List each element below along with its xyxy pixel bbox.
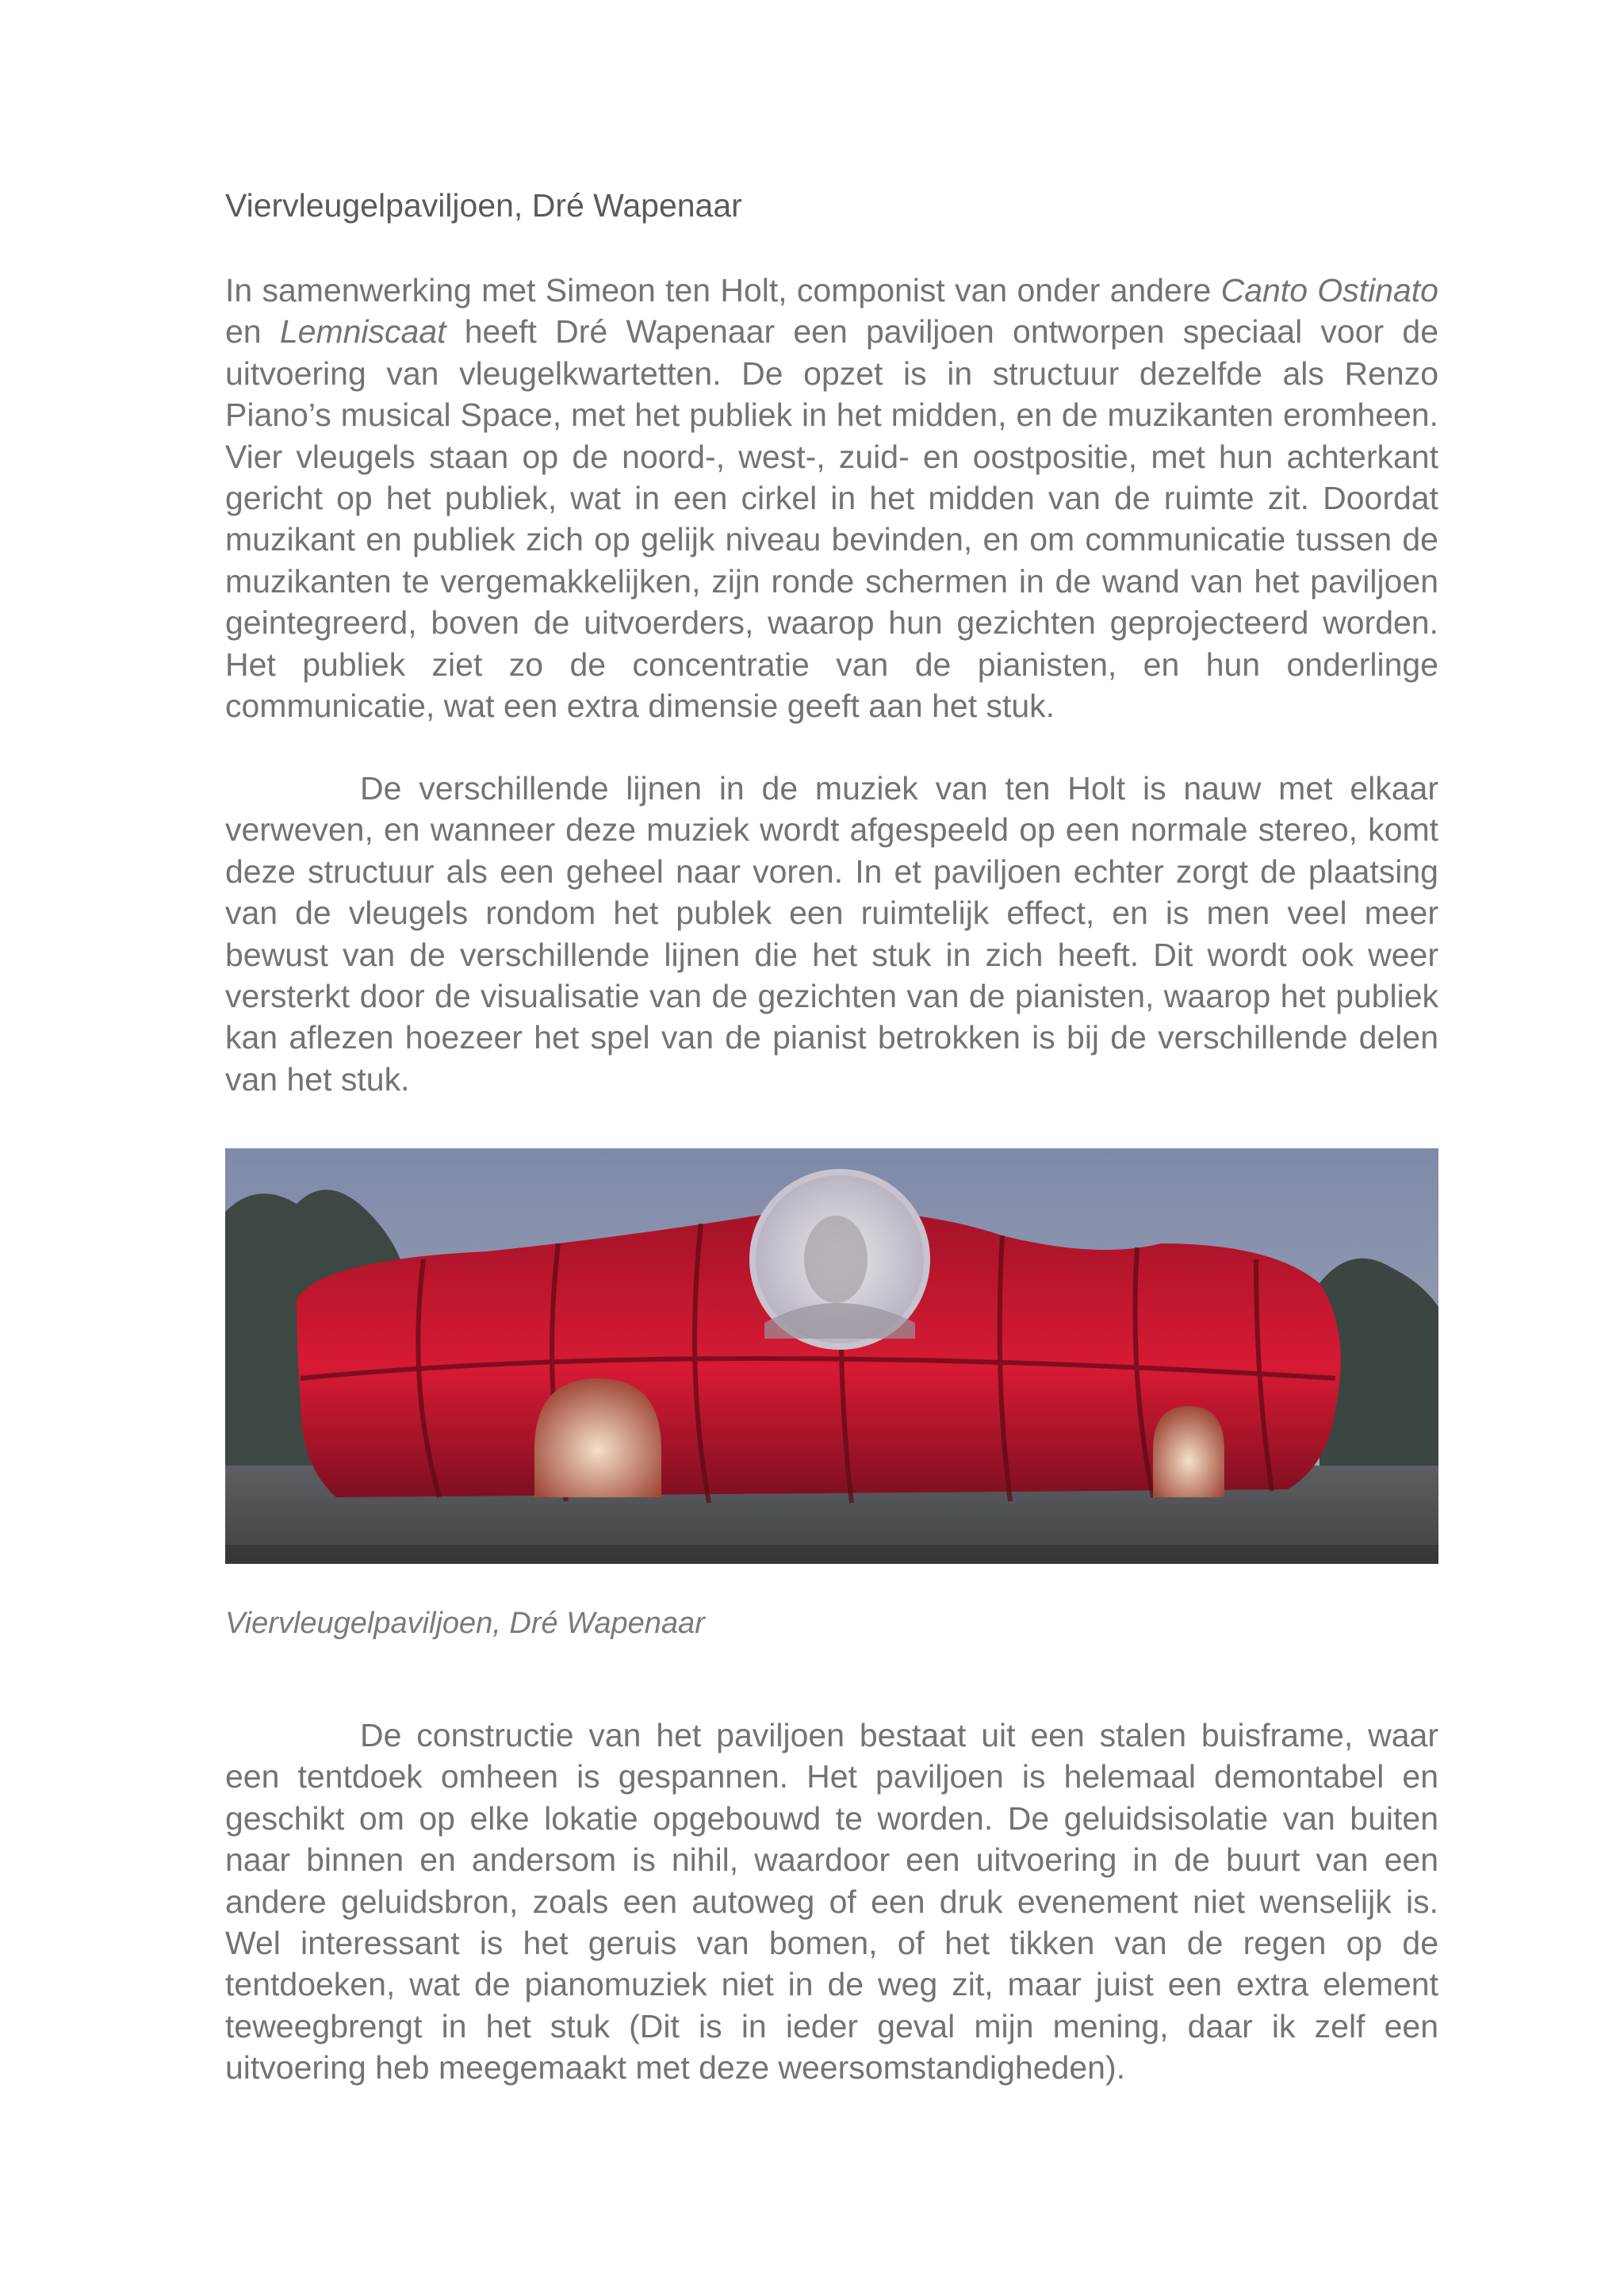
paragraph-music-structure: De verschillende lijnen in de muziek van ten Holt is nauw met elkaar verweven, en wanneer deze muziek wordt afgespeeld op een normale stereo, komt deze structuur als een geheel naar voren. In et paviljoen echter zorgt de plaatsing van de vleugels rondom het publek een ruimtelijk effect, en is men veel meer bewust van de verschillende lijnen die het stuk in zich heeft. Dit wordt ook weer versterkt door de visualisatie van de gezichten van de pianisten, waarop het publiek kan aflezen hoezeer het spel van de pianist betrokken is bij de verschillende delen van het stuk. bbox=[225, 770, 1438, 1098]
pavilion-photo bbox=[225, 1148, 1438, 1564]
paragraph-text-run: en bbox=[225, 313, 280, 351]
paragraph-text-run: In samenwerking met Simeon ten Holt, componist van onder andere bbox=[225, 272, 1221, 308]
paragraph-intro bbox=[225, 270, 1438, 726]
page-title: Viervleugelpaviljoen, Dré Wapenaar bbox=[225, 187, 742, 224]
paragraph-construction: De constructie van het paviljoen bestaat uit een stalen buisframe, waar een tentdoek omheen is gespannen. Het paviljoen is helemaal demontabel en geschikt om op elke lokatie opgebouwd te worden. De geluidsisolatie van buiten naar binnen en andersom is nihil, waardoor een uitvoering in de buurt van een andere geluidsbron, zoals een autoweg of een druk evenement niet wenselijk is. Wel interessant is het geruis van bomen, of het tikken van de regen op de tentdoeken, wat de pianomuziek niet in de weg zit, maar juist een extra element teweegbrengt in het stuk (Dit is in ieder geval mijn mening, daar ik zelf een uitvoering heb meegemaakt met deze weersomstandigheden). bbox=[225, 1717, 1438, 2086]
italic-title-text: Canto Ostinato bbox=[1220, 272, 1438, 308]
paragraph-text-run: heeft Dré Wapenaar een paviljoen ontworpen speciaal voor de uitvoering van vleugelkwartetten. De opzet is in structuur dezelfde als Renzo Piano’s musical Space, met het publiek in het midden, en de muzikanten eromheen. Vier vleugels staan op de noord-, west-, zuid- en oostpositie, met hun achterkant gericht op het publiek, wat in een cirkel in het midden van de ruimte zit. Doordat muzikant en publiek zich op gelijk niveau bevinden, en om communicatie tussen de muzikanten te vergemakkelijken, zijn ronde schermen in de wand van het paviljoen geintegreerd, boven de uitvoerders, waarop hun gezichten geprojecteerd worden. Het publiek ziet zo de concentratie van de pianisten, en hun onderlinge communicatie, wat een extra dimensie geeft aan het stuk. bbox=[225, 313, 1438, 725]
italic-title-text: Lemniscaat bbox=[279, 313, 446, 351]
image-caption: Viervleugelpaviljoen, Dré Wapenaar bbox=[225, 1607, 705, 1640]
